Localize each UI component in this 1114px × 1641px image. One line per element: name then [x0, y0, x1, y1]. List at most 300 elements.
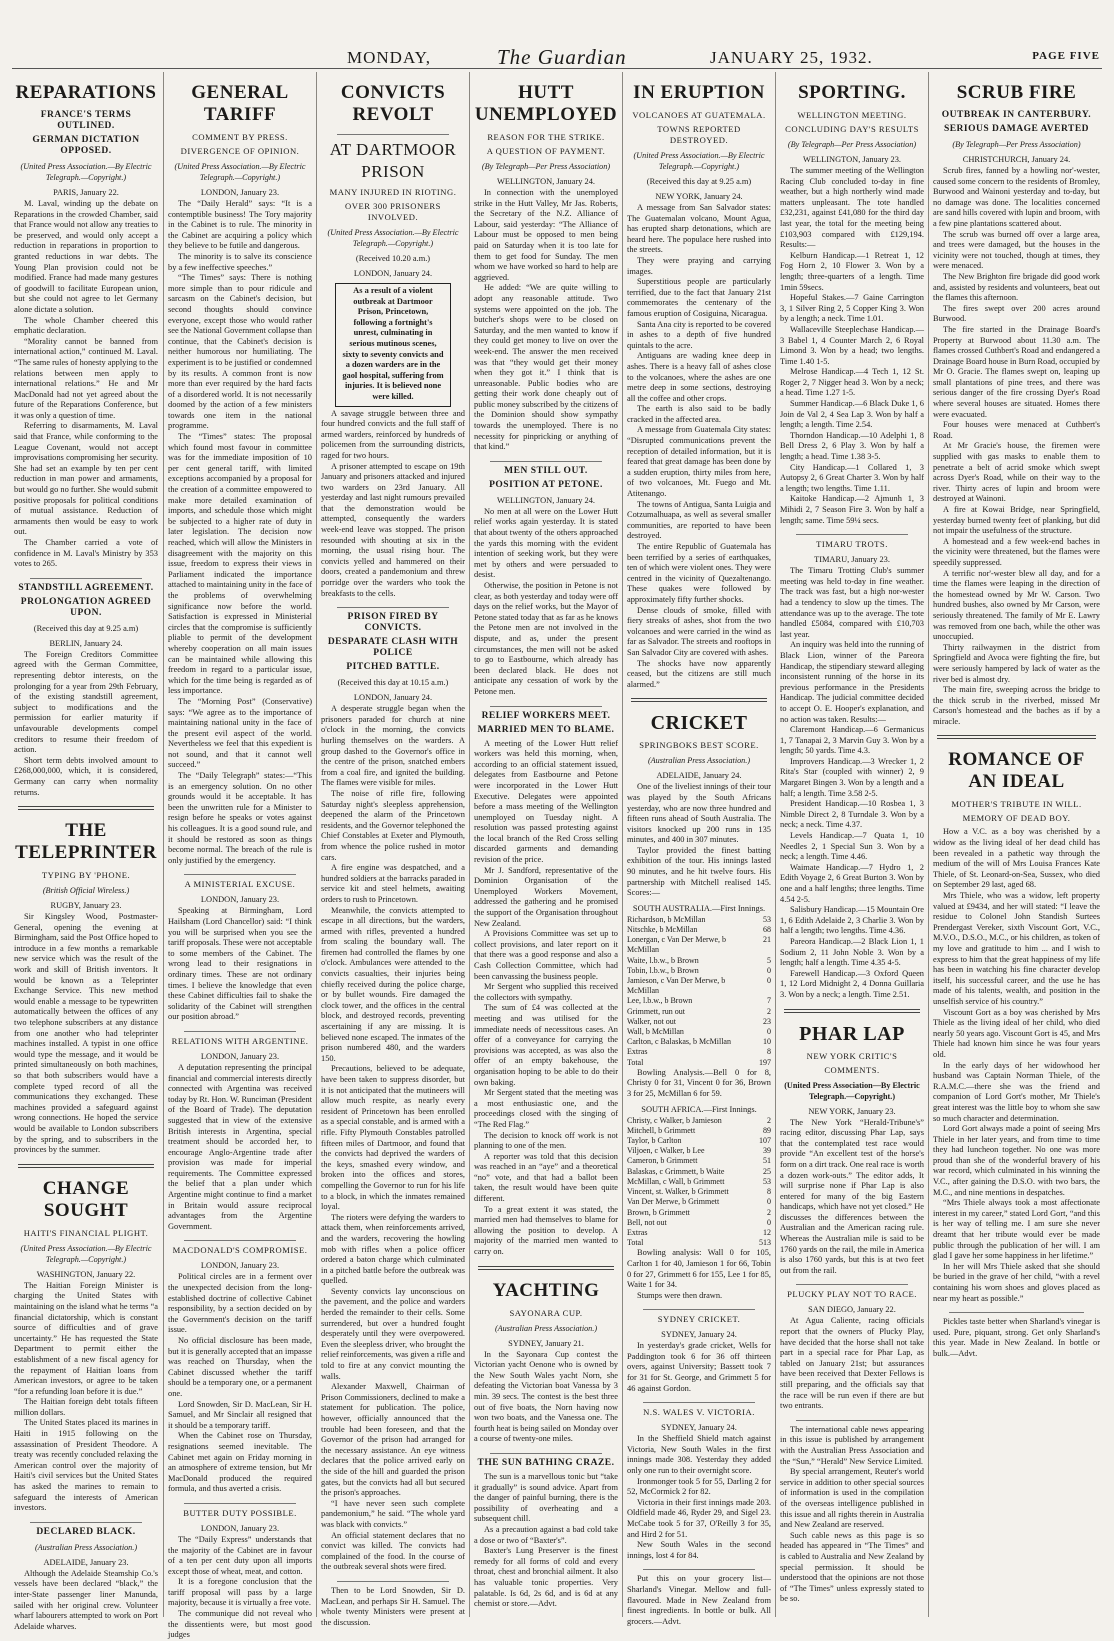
dateline: NEW YORK, January 23.	[808, 1106, 896, 1116]
paragraph: An official statement declares that no convict was killed. The convicts had complained of the food. In the course of the outbreak several shots were fired.	[321, 1530, 465, 1572]
column-rule	[775, 72, 776, 1617]
source-line: (United Press Association.—By Electric Telegraph.—Copyright.)	[20, 1243, 152, 1264]
article-body	[14, 650, 158, 798]
advert-headline: THE SUN BATHING CRAZE.	[477, 1457, 615, 1468]
divider	[184, 1031, 296, 1032]
sub-headline: N.S. WALES V. VICTORIA.	[643, 1407, 755, 1418]
paragraph: The whole Chamber cheered this emphatic declaration.	[14, 315, 158, 336]
summary-box: As a result of a violent outbreak at Dartmoor Prison, Princetown, following a fortnight's unrest, culminating in serious mutinous scenes, sixty to seventy convicts and a dozen warders are in the gaol hospital, suffering from injuries. It is believed none were killed.	[335, 283, 451, 407]
sub-headline: TOWNS REPORTED DESTROYED.	[657, 124, 741, 145]
paragraph: The sum of £4 was collected at the meeting and was utilised for the immediate needs of necessitous cases. An offer of a conveyance for carrying the provisions was accepted, as was also the offer of an empty bakehouse, the organisation hoping to be able to do their own baking.	[474, 1003, 618, 1087]
paragraph: The minority is to salve its conscience by a few ineffective speeches.”	[168, 251, 312, 272]
runs: 68	[763, 925, 771, 935]
column-6	[780, 72, 924, 1617]
score-row	[627, 1218, 771, 1228]
sub-headline: HAITI'S FINANCIAL PLIGHT.	[23, 1227, 149, 1238]
dateline: ADELAIDE, January 23.	[43, 1557, 129, 1567]
batsman: Extras	[627, 1227, 648, 1237]
column-4	[474, 72, 618, 1617]
sub-headline: DECLARED BLACK.	[36, 1526, 136, 1537]
paragraph: Lord Snowden, Sir D. MacLean, Sir H. Samuel, and Mr Sinclair all resigned that it should be a temporary tariff.	[168, 1399, 312, 1430]
scorecard	[627, 915, 771, 1068]
divider	[490, 1453, 602, 1454]
column-rule	[622, 72, 623, 1617]
masthead-page: PAGE FIVE	[1032, 50, 1100, 62]
paragraph: Lord Gort always made a point of seeing Mrs Thiele in her later years, and from time to time they had luncheon together. No one was more proud than she of the wonderful bravery of his war record, which culminated in his winning the V.C., after gaining the D.S.O. with two bars, the M.C., and nine mentions in despatches.	[933, 1124, 1100, 1197]
paragraph: Scrub fires, fanned by a howling nor'-wester, caused some concern to the residents of Bromley, Burwood and Wainoni yesterday and to-day, but no damage was done. The localities concerned are sand hills covered with lupin and broom, with a few pine plantations scattered about.	[933, 166, 1100, 228]
sub-headline: PLUCKY PLAY NOT TO RACE.	[787, 1289, 917, 1300]
column-1	[14, 72, 158, 1631]
score-row	[627, 915, 771, 925]
paragraph: Mr Sergent who supplied this received the collectors with sympathy.	[474, 982, 618, 1002]
paragraph: Mrs Thiele, who was a widow, left property valued at £9434, and her will stated: “I leave the residue to Colonel John Standish Surtees Prendergast Vereker, sixth Viscount Gort, V.C., M.V.O., D.S.O., M.C., or his children, as token of my love and gratitude to him ... and I wish to express to him that the great happiness of my life has been in watching his fine character develop itself, his successful career, and the use he has made of his talents, wealth, and position in the unselfish service of his country.”	[933, 891, 1100, 1006]
paragraph: A message from San Salvador states: The Guatemalan volcano, Mount Agua, has erupted sharp detonations, which are heard here. The populace here rushed into the streets.	[627, 203, 771, 255]
article-headline: CONVICTS REVOLT	[340, 82, 446, 125]
dateline: LONDON, January 23.	[200, 1261, 280, 1271]
runs: 2	[767, 1115, 771, 1125]
column-3	[321, 72, 465, 1627]
paragraph: The scrub was burned off over a large area, and trees were damaged, but the houses in the vicinity were not touched, though at times, they were menaced.	[933, 229, 1100, 271]
paragraph: Kelburn Handicap.—1 Retreat 1, 12 Fog Horn 2, 10 Flower 3. Won by a length; three-quarters of a length. Time 1min 59secs.	[780, 250, 924, 292]
sub-headline: SAYONARA CUP.	[509, 1307, 583, 1318]
dateline: WELLINGTON, January 24.	[497, 495, 595, 505]
paragraph: Claremont Handicap.—6 Germanicus 1, 7 Tanapai 2, 3 Marvin Guy 3. Won by a length; 50 yards. Time 4.3.	[780, 725, 924, 756]
bowling-analysis: Bowling analysis: Wall 0 for 105, Carlton 1 for 40, Jamieson 1 for 66, Tobin 0 for 27, Grimmett 6 for 155, Lee 1 for 85, Waite 1 for 34.	[627, 1248, 771, 1290]
score-row	[627, 1126, 771, 1136]
paragraph: City Handicap.—1 Collared 1, 3 Autopsy 2, 6 Great Charter 3. Won by half a length; two lengths. Time 1.11.	[780, 462, 924, 493]
sub-headline: DESPARATE CLASH WITH POLICE	[327, 637, 459, 659]
paragraph: Waimate Handicap.—7 Hydro 1, 2 Edith Voyage 2, 6 Great Burton 3. Won by one and a half lengths; three lengths. Time 4.54 2-5.	[780, 862, 924, 904]
divider	[490, 706, 602, 707]
score-row	[627, 1228, 771, 1238]
sub-headline: POSITION AT PETONE.	[489, 479, 603, 490]
sub-headline: BUTTER DUTY POSSIBLE.	[183, 1507, 297, 1518]
paragraph: A deputation representing the principal financial and commercial interests directly connected with Argentina was received today by Rt. Hon. W. Runciman (President of the Board of Trade). The deputation suggested that in view of the extensive British interests in Argentina, special treatment should be accorded her, to encourage Anglo-Argentine trade after provision was made for imperial requirements. The Committee expressed the belief that a plan under which Argentine might continue to find a market in Britain would assure reciprocal advantages from the Argentine Government.	[168, 1062, 312, 1231]
dateline: TIMARU, January 23.	[814, 555, 890, 565]
paragraph: No official disclosure has been made, but it is generally accepted that an impasse was reached on Thursday, when the Cabinet discussed whether the tariff should be a temporary one, or a permanent one.	[168, 1336, 312, 1398]
sub-headline: PRISON FIRED BY CONVICTS.	[347, 612, 439, 634]
score-row	[627, 956, 771, 966]
article-body	[780, 1118, 924, 1277]
paragraph: The “Daily Telegraph” states:—“This is an emergency solution. On no other grounds would it be acceptable. It has been the unwritten rule for a Minister to resign before he speaks or votes against his colleagues. It is a good sound rule, and it should be restored as soon as things become normal. The breach of the rule is only justified by the emergency.	[168, 771, 312, 865]
paragraph: It is a foregone conclusion that the tariff proposal will pass by a large majority, because it is virtually a free vote.	[168, 1577, 312, 1608]
masthead	[12, 46, 1102, 69]
paragraph: Such cable news as this page is so headed has appeared in “The Times” and is cabled to Australia and New Zealand by special permission. It should be understood that the opinions are not those of “The Times” unless expressly stated to be so.	[780, 1530, 924, 1604]
paragraph: The fire started in the Drainage Board's Property at Burwood about 11.30 a.m. The flames crossed Cuthbert's Road and endangered a Drainage Board house in Burn Road, occupied by Mr O. Gracie. The flames swept on, leaping up small plantations of pine trees, and there was serious danger of the fire crossing Dyer's Road where several houses are situated. Homes there were evacuated.	[933, 324, 1100, 419]
paragraph: A homestead and a few week-end baches in the vicinity were threatened, but the flames were speedily suppressed.	[933, 536, 1100, 567]
score-row	[627, 1208, 771, 1218]
paragraph: Salisbury Handicap.—15 Mountain Ore 1, 6 Edith Adelaide 2, 3 Charlie 3. Won by half a length; two lengths. Time 4.36.	[780, 905, 924, 936]
paragraph: Pareora Handicap.—2 Black Lion 1, 1 Sodium 2, 11 John Noble 3. Won by a length; half a length. Time 4.35 4-5.	[780, 936, 924, 968]
runs: 25	[763, 1166, 771, 1176]
paragraph: Improvers Handicap.—3 Wrecker 1, 2 Rita's Star (coupled with winner) 2, 9 Margaret Bingen 3. Won by a length and a half; a length. Time 3.58 2-5.	[780, 756, 924, 798]
paragraph: The Foreign Creditors Committee agreed with the German Committee, representing debtor interests, on the prolonging for a year from 29th February, of the existing standstill agreement, subject to modifications and the permission for earlier maturity if unfavourable developments compel creditors to resume their freedom of action.	[14, 649, 158, 755]
divider	[643, 1569, 755, 1570]
divider	[784, 1009, 920, 1013]
article-headline: CRICKET	[650, 712, 748, 735]
column-2	[168, 72, 312, 1640]
score-row	[627, 1136, 771, 1146]
batsman: Wall, b McMillan	[627, 1027, 684, 1037]
paragraph: The United States placed its marines in Haiti in 1915 following on the assassination of President Theodore. A treaty was recently concluded relaxing the American control over the majority of Haiti's civil services but the United States has asked the marines to remain to safeguard the interests of American investors.	[14, 1418, 158, 1513]
article-body	[474, 188, 618, 453]
dateline: PARIS, January 22.	[53, 188, 119, 197]
paragraph: To a great extent it was stated, the married men had themselves to blame for allowing the position to develop. A majority of the married men wanted to carry on.	[474, 1204, 618, 1257]
paragraph: Pickles taste better when Sharland's vinegar is used. Pure, piquant, strong. Get only Sharland's this year. Made in New Zealand. In bottle or bulk.—Advt.	[933, 1317, 1100, 1358]
divider	[337, 134, 449, 135]
paragraph: Political circles are in a ferment over the unexpected decision from the long-established doctrine of collective Cabinet responsibility, by a section decided on by the Government's decision on the tariff issue.	[168, 1272, 312, 1335]
paragraph: Precautions, believed to be adequate, have been taken to suppress disorder, but it is not anticipated that the mutineers will allow much respite, as nearly every resident of Princetown has been enrolled as a special constable, and is armed with a rifle. Fifty Plymouth Constables patrolled fifteen miles of Dartmoor, and found that the convicts had deprived the warders of the keys, smashed every window, and broken into the offices and stores, compelling the Governor to run for his life to a block, in which the inmates remained loyal.	[321, 1064, 465, 1212]
runs: 513	[759, 1238, 771, 1248]
batsman: Mitchell, b Grimmett	[627, 1125, 696, 1135]
batsman: Balaskas, c Grimmett, b Waite	[627, 1166, 725, 1176]
article-headline: REPARATIONS	[15, 82, 157, 103]
innings-heading: SOUTH AUSTRALIA.—First Innings.	[632, 903, 766, 913]
paragraph: An inquiry was held into the running of Black Lion, winner of the Pareora Handicap, the stipendiary steward alleging inconsistent running of the horse in its previous performance in the Presidents Handicap. The judicial committee decided to accept O. E. Hooper's explanation, and no action was taken. Results:—	[780, 640, 924, 724]
dateline: WELLINGTON, January 24.	[497, 177, 595, 186]
paragraph: A Provisions Committee was set up to collect provisions, and later report on it that there was a good response and also a Cash Collection Committee, which had been canvassing the business people.	[474, 929, 618, 981]
column-rule	[163, 72, 164, 1617]
paragraph: Antiguans are wading knee deep in ashes. There is a heavy fall of ashes close to the volcanoes, where the ashes are one metre deep in some sections, destroying all the coffee and other crops.	[627, 351, 771, 403]
divider	[796, 1420, 908, 1421]
divider	[478, 1266, 614, 1270]
paragraph: In the Sayonara Cup contest the Victorian yacht Oenone who is owned by the New South Wales yacht Norn, she defeating the Victorian boat Vanessa by 3 min. 39 secs. The contest is the best three out of five boats, the Norn having now won two boats, and the Vanessa one. The fourth heat is being sailed on Monday over a course of twenty-one miles.	[474, 1349, 618, 1444]
divider	[631, 698, 767, 702]
batsman: Brown, b Grimmett	[627, 1207, 690, 1217]
article-body	[627, 782, 771, 899]
paragraph: At Agua Caliente, racing officials report that the owners of Plucky Play, have decided that the horse shall not take part in a special race for Phar Lap, as tabled on January 21st; but assurances have been received that Dexter Fellows is still preparing, and the officials say that the race will be run even if there are but two entrants.	[780, 1316, 924, 1411]
paragraph: In the Sheffield Shield match against Victoria, New South Wales in the first innings made 308. Yesterday they added only one run to their overnight score.	[627, 1434, 771, 1476]
column-7	[933, 72, 1100, 1617]
runs: 197	[759, 1057, 771, 1067]
bowling-analysis: Bowling Analysis.—Bell 0 for 8, Christy 0 for 31, Vincent 0 for 36, Brown 3 for 25, McMillan 6 for 59.	[627, 1067, 771, 1099]
sub-headline: CONCLUDING DAY'S RESULTS	[785, 124, 919, 134]
paragraph: The New York “Herald-Tribune's” racing editor, discussing Phar Lap, says that the contemplated test race would provide “An excellent test of the horse's form on a dirt track. One real race is worth a dozen work-outs.” The editor adds, It will surprise none if Phar Lap is also entered for many of the big Eastern handicaps, which have not yet closed.” He discusses the differences between the Australian and the American racing rule. Whereas the Australian mile is said to be 1760 yards on the rail, the mile in America is also 1760 yards, but this is at two feet out from the rail.	[780, 1117, 924, 1275]
score-row	[627, 1027, 771, 1037]
received-line: (Received this day at 9.25 a.m)	[33, 623, 139, 633]
paragraph: Santa Ana city is reported to be covered in ashes to a depth of five hundred quintals to the acre.	[627, 319, 771, 350]
runs: 12	[763, 1227, 771, 1237]
score-row	[627, 1037, 771, 1047]
score-row	[627, 1156, 771, 1166]
paragraph: How a V.C. as a boy was cherished by a widow as the living ideal of her dead child has been revealed in a pathetic way through the medium of the will of Mrs Louisa Frances Kate Thiele, of St. Leonard-on-Sea, Sussex, who died on September 29 last, aged 68.	[933, 827, 1100, 890]
sub-headline: SYDNEY CRICKET.	[657, 1314, 741, 1325]
article-headline: YACHTING	[492, 1279, 600, 1301]
runs: 23	[763, 1016, 771, 1026]
batsman: Van Der Merwe, b Grimmett	[627, 1197, 720, 1207]
sub-headline: MARRIED MEN TO BLAME.	[477, 724, 615, 735]
score-row	[627, 1177, 771, 1187]
score-row	[627, 1058, 771, 1068]
advert-body	[474, 1472, 618, 1610]
runs: 107	[759, 1136, 771, 1146]
runs: 89	[763, 1125, 771, 1135]
dateline: SAN DIEGO, January 22.	[808, 1305, 896, 1315]
article-body	[14, 912, 158, 1156]
dateline: SYDNEY, January 21.	[508, 1338, 584, 1348]
divider	[18, 1164, 154, 1168]
column-rule	[316, 72, 317, 1617]
article-body	[474, 507, 618, 698]
score-row	[627, 1047, 771, 1057]
runs: 51	[763, 1156, 771, 1166]
article-body	[168, 1272, 312, 1494]
sub-headline: A MINISTERIAL EXCUSE.	[184, 879, 296, 890]
divider	[184, 1240, 296, 1241]
batsman: Walker, not out	[627, 1016, 677, 1026]
dateline: LONDON, January 23.	[200, 1051, 280, 1061]
paragraph: The noise of rifle fire, following Saturday night's sleepless apprehension, deepened the alarm of the Princetown residents, and the Governor telephoned the Chief Constables at Exeter and Plymouth, from whence the police rushed in motor cars.	[321, 788, 465, 862]
article-body	[168, 1535, 312, 1641]
batsman: Christy, c Walker, b Jamieson	[627, 1115, 722, 1125]
sub-headline: RELIEF WORKERS MEET.	[481, 710, 611, 721]
paragraph: Referring to disarmaments, M. Laval said that France, while conforming to the League Covenant, would not accept improvisations compromising her security. She had set an example by ten per cent reduction in man power and armaments, but would go no further. She would submit positive proposals for political conditions of mutual assistance. Reduction of armaments then would be easy to work out.	[14, 421, 158, 537]
sub-headline: OUTBREAK IN CANTERBURY.	[941, 110, 1092, 120]
paragraph: The shocks have now apparently ceased, but the citizens are still much alarmed.”	[627, 658, 771, 689]
paragraph: The New Brighton fire brigade did good work and, assisted by residents and volunteers, beat out the flames this afternoon.	[933, 271, 1100, 303]
source-line: (United Press Association.—By Electric Telegraph.—Copyright.)	[174, 162, 306, 182]
article-body	[321, 704, 465, 1573]
article-headline: HUTT UNEMPLOYED	[474, 82, 618, 125]
paragraph: “The Times” says: There is nothing more simple than to pour ridicule and sarcasm on the Cabinet's decision, but second thoughts should convince everyone, except those who would rather see the National Government collapse than continue, that the Cabinet's decision is neither humorous nor humiliating. The experiment is to be justified or condemned by its results. A common front is now more than ever required by the hard facts of a disordered world. It is not necessarily doomed by the action of a few ministers towards one item in the national programme.	[168, 273, 312, 431]
article-body	[168, 906, 312, 1023]
article-headline: SPORTING.	[798, 82, 906, 103]
paragraph: Mr J. Sandford, representative of the Dominion Organisation of the Unemployed Workers Movement, addressed the gathering and he promised the support of the Organisation throughout New Zealand.	[474, 865, 618, 928]
article-headline: THE TELEPRINTER	[15, 820, 157, 864]
sub-headline: TIMARU TROTS.	[816, 539, 888, 550]
dateline: LONDON, January 24.	[353, 693, 433, 703]
sub-headline: GERMAN DICTATION OPPOSED.	[32, 135, 140, 156]
batsman: Grimmett, run out	[627, 1006, 685, 1016]
article-body	[933, 166, 1100, 727]
paragraph: “I have never seen such complete pandemonium,” he said. “The whole yard was black with convicts.”	[321, 1498, 465, 1529]
paragraph: Speaking at Birmingham, Lord Hailsham (Lord Chancellor) said: “I think you will be surprised when you see the tariff proposals. These were not acceptable to some members of the Cabinet. The wrong lead to their resignations in ordinary times. These are not ordinary times. I believe the knowledge that even these Cabinet difficulties fail to shake the solidarity of the Cabinet will strengthen our position abroad.”	[168, 906, 312, 1022]
masthead-title: The Guardian	[497, 45, 627, 69]
sub-headline: FRANCE'S TERMS OUTLINED.	[40, 110, 132, 131]
paragraph: Melrose Handicap.—4 Tech 1, 12 St. Roger 2, 7 Nigger head 3. Won by a neck; a head. Time 1.27 1-5.	[780, 367, 924, 398]
dateline: NEW YORK, January 24.	[655, 192, 743, 201]
score-row	[627, 976, 771, 996]
source-line: (United Press Association—By Electric Telegraph.—Copyright.)	[784, 1080, 920, 1101]
stumps-note: Stumps were then drawn.	[637, 1290, 723, 1300]
article-body	[627, 1341, 771, 1394]
paragraph: In connection with the unemployed strike in the Hutt Valley, Mr Jas. Roberts, the Secretary of the N.Z. Alliance of Labour, said yesterday: “The Alliance of Labour must be opposed to men being paid on Saturday when it is too late for them to get food for Sunday. The men whom we have worked so hard to help are aggrieved.	[474, 188, 618, 282]
runs: 2	[767, 1207, 771, 1217]
sub-headline: MACDONALD'S COMPROMISE.	[172, 1245, 308, 1256]
article-headline: CHANGE SOUGHT	[42, 1177, 130, 1221]
source-line: (Australian Press Association.)	[34, 1542, 138, 1552]
masthead-date: JANUARY 25, 1932.	[710, 48, 873, 67]
divider	[949, 1312, 1084, 1313]
batsman: McMillan, c Wall, b Grimmett	[627, 1176, 725, 1186]
sub-headline: RELATIONS WITH ARGENTINE.	[171, 1035, 309, 1046]
divider	[490, 461, 602, 462]
source-line: (British Official Wireless.)	[42, 886, 130, 896]
paragraph: In the early days of her widowhood her husband was Captain Norman Thiele, of the R.A.M.C.—there she was the friend and companion of Lord Gort's mother, Mr Thiele's great interest was the little boy to whom she saw so much character and determination.	[933, 1060, 1100, 1123]
divider	[643, 1402, 755, 1403]
batsman: Waite, l.b.w., b Brown	[627, 955, 699, 965]
runs: 10	[763, 1037, 771, 1047]
article-body	[168, 199, 312, 866]
sub-headline: MOTHER'S TRIBUTE IN WILL.	[951, 799, 1082, 810]
paragraph: He added: “We are quite willing to adopt any reasonable attitude. Two systems were appointed on the job. The butcher's shops were to be closed on Saturday, and the men wanted to know if they could get money to live on over the week-end. The answer the men received was that “they would get their money when they got it.” I think that is unreasonable. Public bodies who are getting their work done cheaply out of public money subscribed by the citizens of the Dominion should show sympathy towards the unemployed. There is no necessity for pinpricking or anything of that kind.”	[474, 283, 618, 452]
paragraph: Superstitious people are particularly terrified, due to the fact that January 21st commemorates the centenary of the famous eruption of Cosiguina, Nicaragua.	[627, 277, 771, 318]
paragraph: Otherwise, the position in Petone is not clear, as both yesterday and today were off days on the relief works, but the Mayor of Petone stated today that as far as he knows the Petone men are not involved in the dispute, and as, under the present circumstances, the men will not be asked to go to Eastbourne, which already has been declared black. He does not anticipate any cessation of work by the Petone men.	[474, 581, 618, 696]
paragraph: M. Laval, winding up the debate on Reparations in the crowded Chamber, said that France would not allow any treaties to be preserved, and would only accept a reduction in reparations in proportion to granted reductions in war debts. The Young Plan provision could not be modified. France had made many gestures of goodwill to facilitate European union, but she could not agree to let Germany alone dictate a solution.	[14, 199, 158, 314]
sub-headline: NEW YORK CRITIC'S	[806, 1050, 898, 1061]
divider	[184, 874, 296, 875]
footer-note: Then to be Lord Snowden, Sir D. MacLean, and perhaps Sir H. Samuel. The whole twenty Ministers were present at the discussion.	[321, 1585, 465, 1627]
column-rule	[469, 72, 470, 1617]
paragraph: The sun is a marvellous tonic but “take it gradually” is sound advice. Apart from the danger of painful burning, there is the possibility of overheating and a subsequent chill.	[474, 1471, 618, 1524]
dateline: LONDON, January 23.	[200, 188, 280, 197]
paragraph: Mr Sergent stated that the meeting was a most enthusiastic one, and the proceedings closed with the singing of “The Red Flag.”	[474, 1088, 618, 1129]
divider	[337, 1581, 449, 1582]
source-line: (By Telegraph—Per Press Association)	[952, 140, 1081, 149]
dateline: LONDON, January 23.	[200, 1523, 280, 1533]
paragraph: At Mr Gracie's house, the firemen were supplied with gas masks to enable them to penetrate a belt of acrid smoke which swept across Dyer's Road, while on their way to the river. Thirty acres of lupin and broom were destroyed at Wainoni.	[933, 441, 1100, 504]
column-rule	[928, 72, 929, 1617]
masthead-day: MONDAY,	[347, 48, 431, 67]
score-row	[627, 1238, 771, 1248]
paragraph: The decision to knock off work is not planning to one of the men.	[474, 1130, 618, 1151]
sub-headline: PROLONGATION AGREED UPON.	[20, 596, 152, 618]
runs: 0	[767, 1197, 771, 1207]
batsman: Taylor, b Carlton	[627, 1136, 682, 1146]
paragraph: New South Wales in the second innings, lost 4 for 84.	[627, 1540, 771, 1560]
paragraph: The Chamber carried a vote of confidence in M. Laval's Ministry by 353 votes to 265.	[14, 538, 158, 569]
innings-heading: SOUTH AFRICA.—First Innings.	[641, 1104, 757, 1114]
divider	[796, 1284, 908, 1285]
received-line: (Received this day at 9.25 a.m)	[646, 177, 752, 186]
score-row	[627, 966, 771, 976]
dateline: LONDON, January 24.	[353, 269, 433, 278]
article-body	[780, 1316, 924, 1411]
paragraph: The Timaru Trotting Club's summer meeting was held to-day in fine weather. The track was fast, but a high nor-wester had a tendency to slow up the times. The attendance was up to the average. The tote handled £5084, compared with £10,703 last year.	[780, 566, 924, 639]
paragraph: Seventy convicts lay unconscious on the pavement, and the police and warders herded the remainder to their cells. Some surrendered, but over a hundred fought desperately until they were overpowered. Even the sleepless driver, who brought the relief reinforcements, was given a rifle and told to fire at any convict mounting the walls.	[321, 1286, 465, 1381]
paragraph: Dense clouds of smoke, filled with fiery streaks of ashes, shot from the two volcanoes and were carried in the wind as far as Salvador. The streets and rooftops in San Salvador City are covered with ashes.	[627, 605, 771, 657]
batsman: Lonergan, c Van Der Merwe, b McMillan	[627, 935, 727, 955]
divider	[18, 806, 154, 810]
paragraph: The towns of Antigua, Santa Luigia and Cotzumalhuapa, as well as several smaller communities, are reported to have been destroyed.	[627, 499, 771, 541]
source-line: (United Press Association.—By Electric Telegraph.—Copyright.)	[20, 162, 152, 182]
runs: 2	[767, 1006, 771, 1016]
batsman: Vincent, st. Walker, b Grimmett	[627, 1187, 729, 1197]
paragraph: Kaitoke Handicap.—2 Ajmunh 1, 3 Mihidi 2, 7 Season Fire 3. Won by half a length; same. Time 59¼ secs.	[780, 494, 924, 525]
paragraph: A terrific nor'-wester blew all day, and for a time the flames were leaping in the direction of the homestead owned by Mr W. Carson. Two hundred bushes, also owned by Mr Carson, were seriously threatened. The family of Mr E. Lawry was removed from one bach, while the other was unoccupied.	[933, 568, 1100, 642]
paragraph: The earth is also said to be badly cracked in the affected area.	[627, 404, 771, 424]
received-line: (Received this day at 10.15 a.m.)	[337, 678, 449, 688]
paragraph: No men at all were on the Lower Hutt relief works again yesterday. It is stated that about twenty of the others approached the yards this morning with the evident intention of seeking work, but they were met by others and were persuaded to desist.	[474, 506, 618, 580]
batsman: Jamieson, c Van Der Merwe, b McMillan	[627, 976, 726, 996]
article-body	[474, 1350, 618, 1445]
article-body	[474, 739, 618, 1258]
sub-headline: TYPING BY 'PHONE.	[41, 870, 131, 881]
paragraph: A desperate struggle began when the prisoners paraded for church at nine o'clock in the morning, the convicts hurling themselves on the warders. A group dashed to the Governor's office in the centre of the prison, snatched embers from a coal fire, and ignited the building. The flames were visible for miles.	[321, 704, 465, 788]
paragraph: Meanwhile, the convicts attempted to escape in all directions, but the warders, armed with rifles, prevented a hundred from scaling the boundary wall. The firemen had controlled the flames by one o'clock. Ambulances were attended to the convicts casualties, their injuries being chiefly received during the police charge, or by bullet wounds. Fire damaged the clock tower, and the offices in the central block, and destroyed records, preventing ascertaining if any are missing. It is believed none escaped. The inmates of the prison numbered 480, and the warders 150.	[321, 905, 465, 1063]
article-body	[627, 203, 771, 690]
divider	[30, 578, 142, 579]
dateline: SYDNEY, January 24.	[661, 1423, 737, 1433]
advert-body	[627, 1574, 771, 1627]
paragraph: They were praying and carrying images.	[627, 255, 771, 276]
paragraph: The fires swept over 200 acres around Burwood.	[933, 303, 1100, 324]
batsman: Tobin, l.b.w., b Brown	[627, 965, 699, 975]
scorecard	[627, 1116, 771, 1249]
runs: 7	[767, 996, 771, 1006]
article-body	[780, 166, 924, 526]
batsman: Bell, not out	[627, 1217, 667, 1227]
batsman: Nitschke, b McMillan	[627, 925, 698, 935]
runs: 0	[767, 1217, 771, 1227]
dateline: WASHINGTON, January 22.	[36, 1269, 136, 1279]
article-headline: SCRUB FIRE	[956, 82, 1077, 103]
runs: 5	[767, 955, 771, 965]
article-body	[14, 199, 158, 570]
score-row	[627, 1017, 771, 1027]
article-body	[168, 1063, 312, 1233]
paragraph: The Haitian Foreign Minister is charging the United States with maintaining on the island what he terms “a financial dictatorship, which is constant source of difficulties and of grave uncertainty.” He has requested the State Department to permit either the establishment of a new fiscal agency for the repayment of Haitian loans from American investors, or agree to be taken “for a refunding loan before it is due.”	[14, 1280, 158, 1396]
paragraph: Thirty railwaymen in the district from Springfield and Avoca were fighting the fire, but were seriously hampered by lack of water as the river bed is almost dry.	[933, 642, 1100, 684]
article-headline: IN ERUPTION	[633, 82, 765, 103]
paragraph: When the Cabinet rose on Thursday, resignations seemed inevitable. The Cabinet met again on Friday morning in an atmosphere of extreme tension, but Mr MacDonald produced the required formula, and thus averted a crisis.	[168, 1431, 312, 1494]
source-line: (Australian Press Association.)	[647, 756, 751, 766]
divider	[30, 1522, 142, 1523]
paragraph: A message from Guatemala City states: “Disrupted communications prevent the reception of detailed information, but it is feared that great damage has been done by a sudden eruption, thirty miles from here, of two volcanoes, Mt. Fuego and Mt. Atitenango.	[627, 425, 771, 499]
sub-headline: REASON FOR THE STRIKE.	[487, 132, 605, 142]
score-row	[627, 1146, 771, 1156]
paragraph: Short term debts involved amount to £268,000,000, which, it is considered, Germany can carry when normality returns.	[14, 755, 158, 797]
article-body	[321, 409, 465, 600]
paragraph: The Haitian foreign debt totals fifteen million dollars.	[14, 1397, 158, 1417]
batsman: Viljoen, c Walker, b Lee	[627, 1146, 705, 1156]
batsman: Carlton, c Balaskas, b McMillan	[627, 1037, 731, 1047]
score-row	[627, 996, 771, 1006]
paragraph: Wallaceville Steeplechase Handicap.—3 Babel 1, 4 Counter March 2, 6 Royal Limond 3. Won by a head; two lengths. Time 1.40 1-5.	[780, 324, 924, 366]
runs: 21	[763, 935, 771, 945]
sub-headline: OVER 300 PRISONERS INVOLVED.	[345, 201, 441, 222]
sub-headline: VOLCANOES AT GUATEMALA.	[632, 110, 766, 120]
sub-headline: MANY INJURED IN RIOTING.	[329, 187, 457, 197]
paragraph: The “Morning Post” (Conservative) says: “We agree as to the importance of maintaining national unity in the face of the present evil aspect of the world. Nevertheless we feel that this expedient is not sound, and that it cannot well succeed.”	[168, 696, 312, 770]
paragraph: Four houses were menaced at Cuthbert's Road.	[933, 420, 1100, 440]
paragraph: Although the Adelaide Steamship Co.'s vessels have been declared “black,” the inter-State passenger liner Manunda, sailed with her original crew. Volunteer wharf labourers attempted to work on Port Adelaide wharves.	[14, 1568, 158, 1631]
paragraph: “Mrs Thiele always took a most affectionate interest in my career,” stated Lord Gort, “and this is her way of telling me. I am sure she never dreamt that her tribute would ever be made public through the publication of her will. I am glad I gave her some happiness in her lifetime.”	[933, 1198, 1100, 1261]
sub-headline: PITCHED BATTLE.	[346, 662, 440, 673]
sub-headline: SERIOUS DAMAGE AVERTED	[943, 124, 1090, 134]
paragraph: “Morality cannot be banned from international action,” continued M. Laval. “The same rules of honesty applying to the relations between men apply to international relations.” He and Mr MacDonald had not yet agreed about the future of the Reparations Conference, but it was only a question of time.	[14, 336, 158, 420]
paragraph: The summer meeting of the Wellington Racing Club concluded to-day in fine weather, but a high northerly wind made matters unpleasant. The tote handled £32,231, against £41,080 for the third day last year, the total for the meeting being £103,903 compared with £129,194. Results:—	[780, 166, 924, 250]
paragraph: A savage struggle between three and four hundred convicts and the full staff of armed warders, reinforced by hundreds of policemen from the surrounding districts, raged for two hours.	[321, 408, 465, 460]
paragraph: As a precaution against a bad cold take a dose or two of “Baxter's”.	[474, 1524, 618, 1545]
score-row	[627, 1197, 771, 1207]
score-row	[627, 935, 771, 955]
paragraph: Farewell Handicap.—3 Oxford Queen 1, 12 Lord Midnight 2, 4 Donna Guillaria 3. Won by a neck; a length. Time 2.51.	[780, 968, 924, 999]
paragraph: A fire at Kowai Bridge, near Springfield, yesterday burned twenty feet of planking, but did not impair the usefulness of the structure.	[933, 505, 1100, 536]
divider	[937, 735, 1096, 739]
paragraph: Alexander Maxwell, Chairman of Prison Commissioners, declined to make a statement for publication. The police, however, officially announced that the trouble had been foreseen, and that the Governor of the prison had arranged for the necessary assistance. An eye witness declares that the police arrived early on the side of the hill and guarded the prison gates, but the convicts had all but secured the prison's approaches.	[321, 1382, 465, 1498]
paragraph: Victoria in their first innings made 203. Oldfield made 46, Ryder 29, and Sigel 23. McCabe took 5 for 37, O'Reilly 3 for 35, and Hird 2 for 51.	[627, 1497, 771, 1539]
paragraph: A meeting of the Lower Hutt relief workers was held this morning, when, according to an official statement issued, delegates from Eastbourne and Petone were incorporated in the Lower Hutt Executive. Delegates were appointed before a mass meeting of the Wellington unemployed on Tuesday night. A resolution was passed protesting against the local branch of the Red Cross selling discarded garments and demanding revision of the price.	[474, 738, 618, 865]
score-row	[627, 1187, 771, 1197]
sub-headline: MEMORY OF DEAD BOY.	[962, 813, 1071, 824]
article-headline: ROMANCE OF AN IDEAL	[948, 749, 1085, 793]
batsman: Total	[627, 1057, 644, 1067]
runs: 8	[767, 1047, 771, 1057]
paragraph: In her will Mrs Thiele asked that she should be buried in the grave of her child, “with a revel containing his worn shoes and gloves placed as near my heart as possible.”	[933, 1261, 1100, 1303]
article-body	[933, 827, 1100, 1304]
source-line: (By Telegraph—Per Press Association)	[481, 162, 611, 171]
